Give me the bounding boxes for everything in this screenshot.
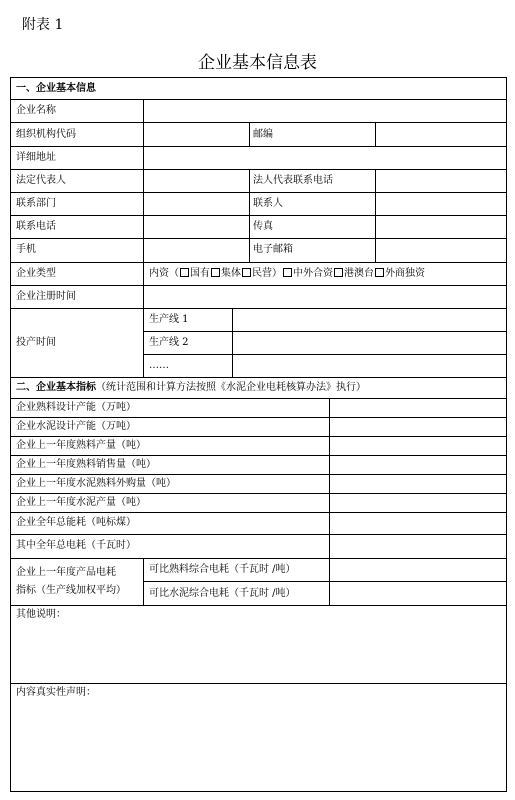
postcode-label: 邮编 bbox=[253, 129, 273, 140]
checkbox-icon[interactable] bbox=[180, 268, 189, 277]
indicator-value-field[interactable] bbox=[330, 513, 506, 534]
org-code-field[interactable] bbox=[144, 123, 249, 146]
indicator-value-field[interactable] bbox=[330, 456, 506, 474]
form-title: 企业基本信息表 bbox=[198, 53, 317, 73]
row-divider bbox=[11, 683, 506, 684]
email-field[interactable] bbox=[376, 239, 506, 262]
product-power-label: 企业上一年度产品电耗 bbox=[16, 567, 116, 578]
section2-heading bbox=[16, 382, 366, 394]
row-divider bbox=[11, 262, 506, 263]
indicator-label: 企业水泥设计产能（万吨） bbox=[16, 421, 136, 432]
reg-time-field[interactable] bbox=[144, 286, 506, 308]
contact-dept-field[interactable] bbox=[144, 193, 249, 215]
legal-rep-field[interactable] bbox=[144, 170, 249, 192]
production-line-more-field[interactable] bbox=[233, 355, 506, 377]
email-label: 电子邮箱 bbox=[253, 244, 293, 255]
indicator-value-field[interactable] bbox=[330, 494, 506, 512]
reg-time-label: 企业注册时间 bbox=[16, 291, 76, 302]
clinker-power-field[interactable] bbox=[330, 559, 506, 581]
production-line-label: 生产线 1 bbox=[149, 314, 189, 325]
legal-rep-label: 法定代表人 bbox=[16, 175, 66, 186]
legal-rep-phone-field[interactable] bbox=[376, 170, 506, 192]
type-option-label: 港澳台 bbox=[344, 268, 374, 279]
company-type-options bbox=[149, 268, 425, 280]
indicator-value-field[interactable] bbox=[330, 399, 506, 417]
company-name-field[interactable] bbox=[144, 100, 506, 122]
checkbox-icon[interactable] bbox=[375, 268, 384, 277]
production-time-label: 投产时间 bbox=[16, 337, 56, 348]
type-option-label: 中外合资 bbox=[293, 268, 333, 279]
annex-label: 附表 1 bbox=[22, 17, 64, 33]
checkbox-icon[interactable] bbox=[211, 268, 220, 277]
org-code-label: 组织机构代码 bbox=[16, 129, 76, 140]
checkbox-icon[interactable] bbox=[283, 268, 292, 277]
address-field[interactable] bbox=[144, 147, 506, 169]
indicator-label: 企业上一年度水泥熟料外购量（吨） bbox=[16, 478, 176, 489]
fax-label: 传真 bbox=[253, 221, 273, 232]
row-divider bbox=[11, 605, 506, 606]
production-line-1-field[interactable] bbox=[233, 309, 506, 331]
indicator-label: 企业上一年度熟料销售量（吨） bbox=[16, 459, 156, 470]
indicator-value-field[interactable] bbox=[330, 418, 506, 436]
phone-field[interactable] bbox=[144, 216, 249, 238]
row-divider bbox=[11, 377, 506, 378]
checkbox-icon[interactable] bbox=[242, 268, 251, 277]
mobile-field[interactable] bbox=[144, 239, 249, 262]
section1-heading: 一、企业基本信息 bbox=[16, 83, 96, 94]
declaration-label: 内容真实性声明： bbox=[16, 687, 96, 698]
section2-heading-note: （统计范围和计算方法按照《水泥企业电耗核算办法》执行） bbox=[96, 382, 366, 393]
production-line-label: 生产线 2 bbox=[149, 337, 189, 348]
indicator-label: 其中全年总电耗（千瓦时） bbox=[16, 540, 136, 551]
fax-field[interactable] bbox=[376, 216, 506, 238]
contact-person-label: 联系人 bbox=[253, 198, 283, 209]
type-option-label: 国有 bbox=[190, 268, 210, 279]
mobile-label: 手机 bbox=[16, 244, 36, 255]
indicator-value-field[interactable] bbox=[330, 535, 506, 558]
type-option-label: 外商独资 bbox=[385, 268, 425, 279]
indicator-label: 企业熟料设计产能（万吨） bbox=[16, 402, 136, 413]
type-option-label: 集体 bbox=[221, 268, 241, 279]
cement-power-field[interactable] bbox=[330, 582, 506, 605]
indicator-label: 企业上一年度熟料产量（吨） bbox=[16, 440, 146, 451]
other-notes-label: 其他说明： bbox=[16, 609, 66, 620]
clinker-power-label: 可比熟料综合电耗（千瓦时 /吨） bbox=[149, 564, 296, 575]
legal-rep-phone-label: 法人代表联系电话 bbox=[253, 175, 333, 186]
column-divider bbox=[249, 169, 250, 262]
column-divider bbox=[143, 308, 144, 377]
declaration-area[interactable] bbox=[12, 701, 506, 789]
postcode-field[interactable] bbox=[376, 123, 506, 146]
type-prefix: 内资（ bbox=[149, 268, 179, 279]
production-line-2-field[interactable] bbox=[233, 332, 506, 354]
indicator-label: 企业上一年度水泥产量（吨） bbox=[16, 497, 146, 508]
company-name-label: 企业名称 bbox=[16, 105, 56, 116]
column-divider bbox=[249, 122, 250, 146]
enterprise-info-form bbox=[10, 77, 507, 792]
other-notes-area[interactable] bbox=[12, 623, 506, 681]
address-label: 详细地址 bbox=[16, 152, 56, 163]
indicator-value-field[interactable] bbox=[330, 437, 506, 455]
indicator-value-field[interactable] bbox=[330, 475, 506, 493]
section2-heading-title: 二、企业基本指标 bbox=[16, 382, 96, 393]
contact-dept-label: 联系部门 bbox=[16, 198, 56, 209]
contact-person-field[interactable] bbox=[376, 193, 506, 215]
column-divider bbox=[143, 558, 144, 605]
checkbox-icon[interactable] bbox=[334, 268, 343, 277]
company-type-label: 企业类型 bbox=[16, 268, 56, 279]
cement-power-label: 可比水泥综合电耗（千瓦时 /吨） bbox=[149, 588, 296, 599]
phone-label: 联系电话 bbox=[16, 221, 56, 232]
production-line-label: …… bbox=[149, 360, 169, 371]
type-option-label: 民营） bbox=[252, 268, 282, 279]
indicator-label: 企业全年总能耗（吨标煤） bbox=[16, 517, 136, 528]
product-power-label-note: 指标（生产线加权平均） bbox=[16, 585, 126, 596]
